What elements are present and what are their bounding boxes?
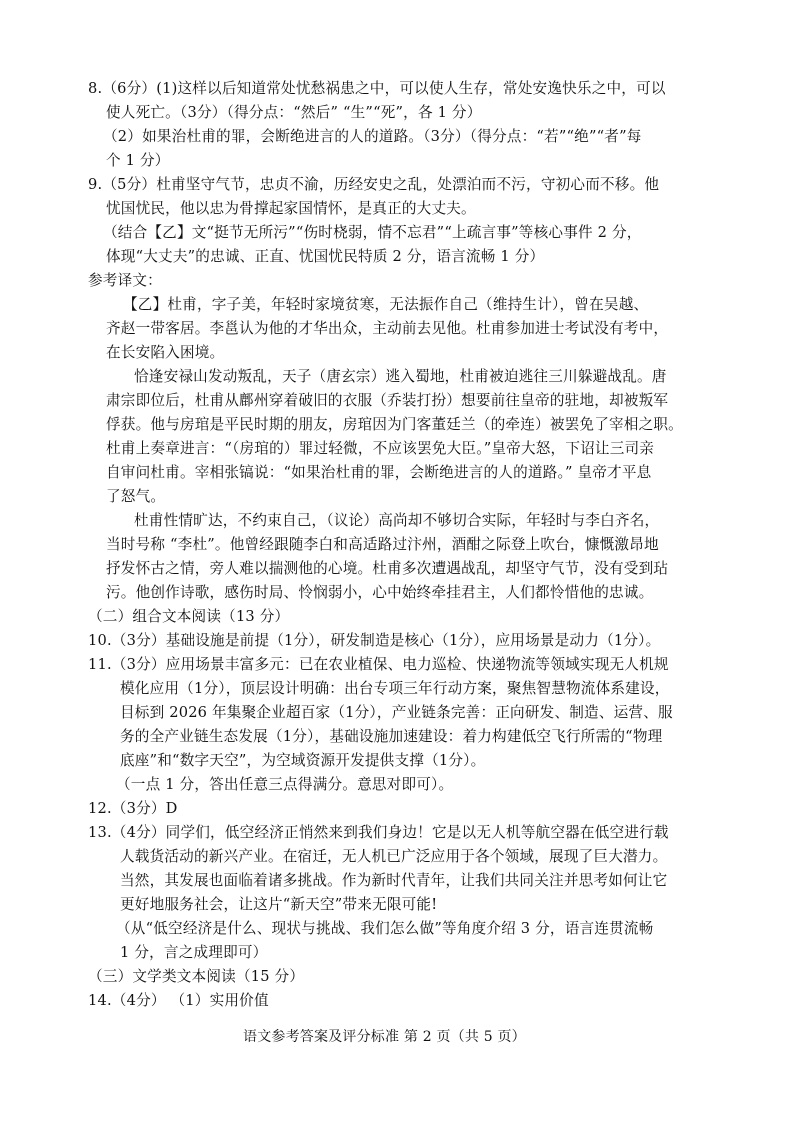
text-line: 齐赵一带客居。李邕认为他的才华出众，主动前去见他。杜甫参加进士考试没有考中， (106, 320, 669, 337)
text-line: 污。他创作诗歌，感伤时局、怜悯弱小，心中始终牵挂君主，人们都怜惜他的忠诚。 (106, 584, 654, 601)
text-line: 当时号称 “李杜”。他曾经跟随李白和高适路过汴州，酒酣之际登上吹台，慷慨激昂地 (106, 536, 659, 553)
text-line: 13.（4分）同学们，低空经济正悄然来到我们身边！它是以无人机等航空器在低空进行载 (88, 824, 669, 841)
text-line: 参考译文： (88, 272, 162, 289)
text-line: 肃宗即位后，杜甫从鄜州穿着破旧的衣服（乔装打扮）想要前往皇帝的驻地，却被叛军 (106, 392, 669, 409)
text-line: 使人死亡。（3分）（得分点：“然后” “生”“死”，各 1 分） (106, 104, 482, 121)
page-footer: 语文参考答案及评分标准 第 2 页（共 5 页） (243, 1029, 526, 1045)
text-line: （2）如果治杜甫的罪，会断绝进言的人的道路。（3分）（得分点：“若”“绝”“者”每 (103, 128, 642, 145)
text-line: 8.（6分）(1)这样以后知道常处忧愁祸患之中，可以使人生存，常处安逸快乐之中，可以 (88, 80, 666, 97)
text-line: 12.（3分）D (88, 800, 178, 817)
text-line: 抒发怀古之情，旁人难以揣测他的心境。杜甫多次遭遇战乱，却坚守气节，没有受到玷 (106, 560, 669, 577)
text-line: 恰逢安禄山发动叛乱，天子（唐玄宗）逃入蜀地，杜甫被迫逃往三川躲避战乱。唐 (134, 368, 667, 385)
text-line: 俘获。他与房琯是平民时期的朋友，房琯因为门客董廷兰（的牵连）被罢免了宰相之职。 (106, 416, 683, 433)
text-line: 底座”和“数字天空”，为空域资源开发提供支撑（1分）。 (120, 752, 486, 769)
text-line: （一点 1 分，答出任意三点得满分。意思对即可）。 (116, 776, 454, 793)
text-line: （二）组合文本阅读（13 分） (88, 608, 290, 625)
text-line: 14.（4分） （1）实用价值 (88, 992, 269, 1009)
text-line: 当然，其发展也面临着诸多挑战。作为新时代青年，让我们共同关注并思考如何让它 (120, 872, 668, 889)
text-line: 体现“大丈夫”的忠诚、正直、忧国忧民特质 2 分，语言流畅 1 分） (106, 248, 545, 265)
text-line: 个 1 分） (106, 152, 170, 169)
text-line: 忧国忧民，他以忠为骨撑起家国情怀，是真正的大丈夫。 (106, 200, 476, 217)
text-line: 更好地服务社会，让这片“新天空”带来无限可能! (120, 896, 438, 913)
text-line: 在长安陷入困境。 (106, 344, 225, 361)
text-line: 自审问杜甫。宰相张镐说：“如果治杜甫的罪，会断绝进言的人的道路。” 皇帝才平息 (106, 464, 652, 481)
text-line: （结合【乙】文“挺节无所污”“伤时桡弱，情不忘君”“上疏言事”等核心事件 2 分， (103, 224, 642, 241)
text-line: 了怒气。 (106, 488, 166, 505)
text-line: 【乙】杜甫，字子美，年轻时家境贫寒，无法振作自己（维持生计），曾在吴越、 (123, 296, 649, 313)
text-line: 务的全产业链生态发展（1分），基础设施加速建设：着力构建低空飞行所需的“物理 (120, 728, 663, 745)
text-line: （从“低空经济是什么、现状与挑战、我们怎么做”等角度介绍 3 分，语言连贯流畅 (116, 920, 654, 937)
text-line: （三）文学类文本阅读（15 分） (88, 968, 305, 985)
text-line: 杜甫性情旷达，不约束自己，（议论）高尚却不够切合实际，年轻时与李白齐名， (134, 512, 660, 529)
text-line: 杜甫上奏章进言：“（房琯的）罪过轻微，不应该罢免大臣。”皇帝大怒，下诏让三司亲 (106, 440, 655, 457)
text-line: 9.（5分）杜甫坚守气节，忠贞不渝，历经安史之乱，处漂泊而不污，守初心而不移。他 (88, 176, 660, 193)
text-line: 人载货活动的新兴产业。在宿迁，无人机已广泛应用于各个领域，展现了巨大潜力。 (120, 848, 668, 865)
text-line: 模化应用（1分），顶层设计明确：出台专项三年行动方案，聚焦智慧物流体系建设， (120, 680, 670, 697)
text-line: 1 分，言之成理即可） (120, 944, 268, 961)
text-line: 10.（3分）基础设施是前提（1分），研发制造是核心（1分），应用场景是动力（1分）。 (88, 632, 661, 649)
text-line: 目标到 2026 年集聚企业超百家（1分），产业链条完善：正向研发、制造、运营、服 (120, 704, 673, 721)
text-line: 11.（3分）应用场景丰富多元：已在农业植保、电力巡检、快递物流等领域实现无人机规 (88, 656, 669, 673)
